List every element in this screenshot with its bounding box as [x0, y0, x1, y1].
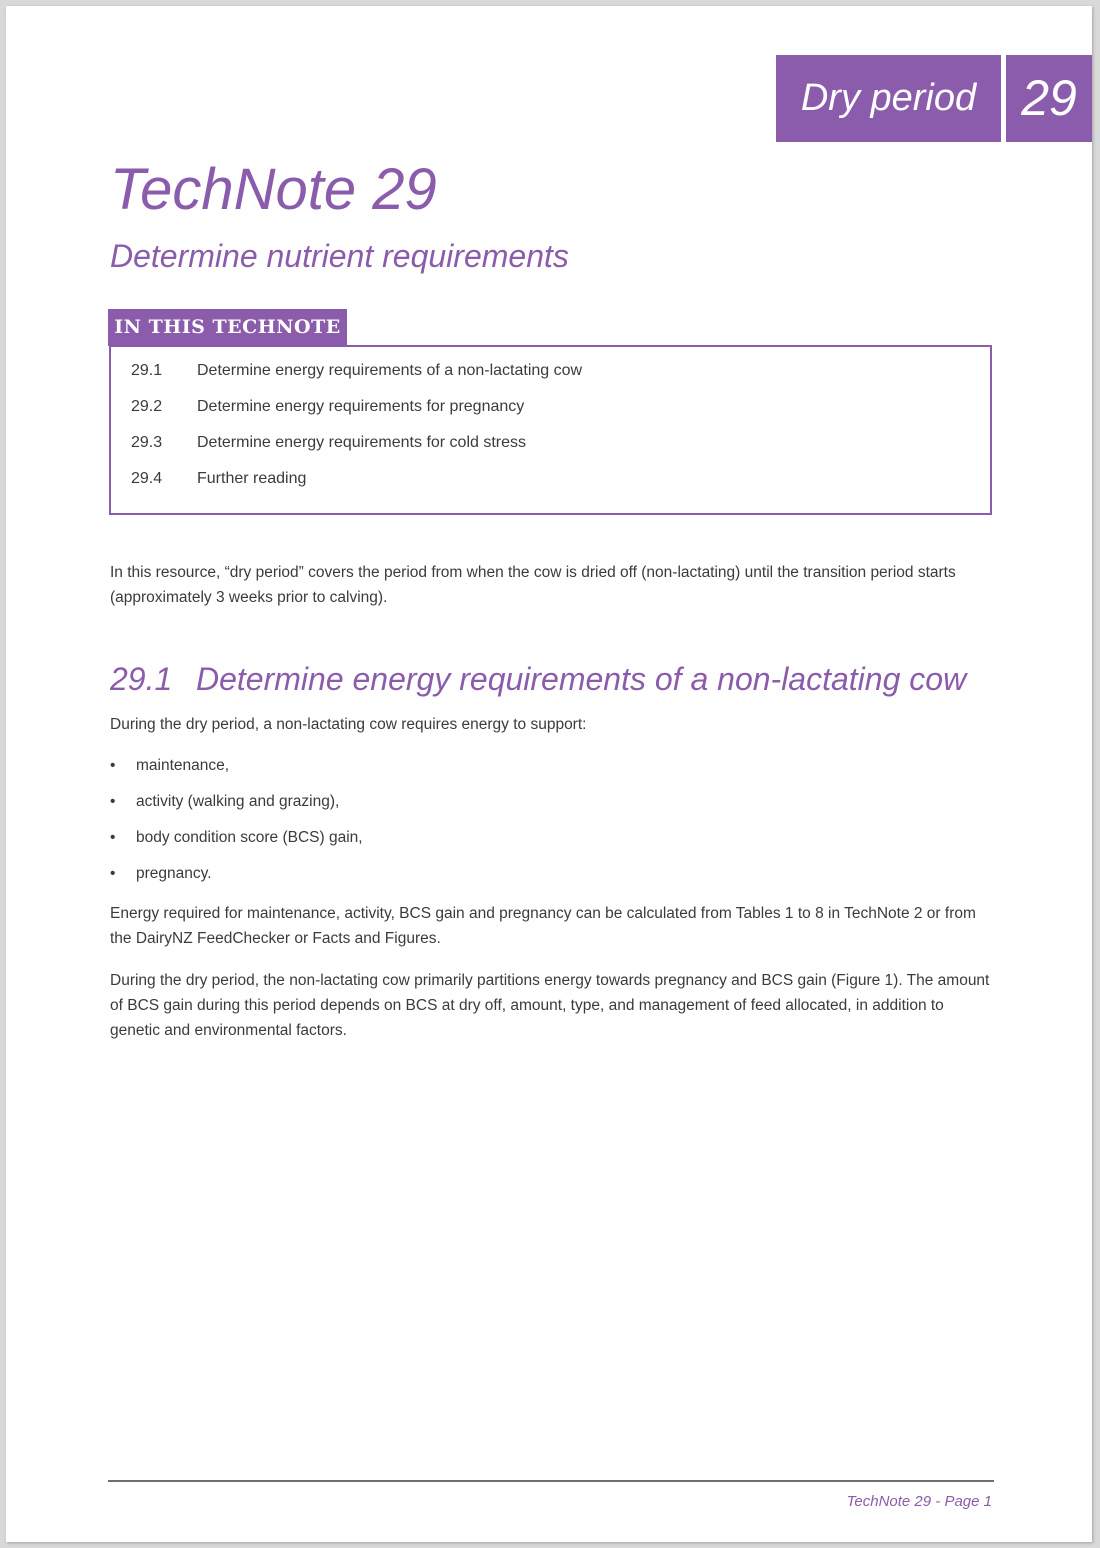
- toc-item[interactable]: [111, 434, 990, 470]
- section-heading-text: Determine energy requirements of a non-lactating cow: [196, 661, 967, 697]
- toc-list: [111, 347, 990, 506]
- bullet-list: [110, 757, 990, 901]
- toc-item-number: 29.3: [131, 434, 163, 451]
- page-title: TechNote 29: [110, 157, 437, 222]
- toc-item-label: Determine energy requirements for cold stress: [197, 434, 527, 451]
- page-subtitle: Determine nutrient requirements: [110, 238, 569, 274]
- toc-item-number: 29.4: [131, 470, 163, 487]
- toc-item[interactable]: [111, 398, 990, 434]
- list-item-text: activity (walking and grazing),: [136, 793, 340, 810]
- toc-item-label: Determine energy requirements for pregnancy: [197, 398, 525, 415]
- section-number-tab: 29: [1006, 55, 1092, 142]
- page-footer: TechNote 29 - Page 1: [846, 1493, 992, 1510]
- section-heading-number: 29.1: [110, 661, 173, 697]
- toc-item-number: 29.1: [131, 362, 163, 379]
- toc-item-label: Determine energy requirements of a non-lactating cow: [197, 362, 583, 379]
- section-heading: [110, 661, 966, 698]
- list-item-text: maintenance,: [136, 757, 230, 774]
- document-page: [6, 6, 1092, 1542]
- list-item: [110, 757, 990, 793]
- toc-item-number: 29.2: [131, 398, 163, 415]
- section-lead: During the dry period, a non-lactating cow requires energy to support:: [110, 716, 587, 733]
- toc-box: [109, 345, 992, 515]
- toc-item[interactable]: [111, 470, 990, 506]
- list-item-text: pregnancy.: [136, 865, 212, 882]
- list-item: [110, 829, 990, 865]
- bullet-icon: •: [110, 865, 116, 882]
- footer-divider: [108, 1480, 994, 1482]
- bullet-icon: •: [110, 793, 116, 810]
- list-item: [110, 793, 990, 829]
- list-item: [110, 865, 990, 901]
- intro-paragraph: In this resource, “dry period” covers the period from when the cow is dried off (non-lactating) until the transition period starts (approximately 3 weeks prior to calving).: [110, 564, 956, 606]
- paragraph-calculation: Energy required for maintenance, activity, BCS gain and pregnancy can be calculated from Tables 1 to 8 in TechNote 2 or from the DairyNZ FeedChecker or Facts and Figures.: [110, 905, 976, 947]
- bullet-icon: •: [110, 829, 116, 846]
- toc-item-label: Further reading: [197, 470, 307, 487]
- toc-heading: IN THIS TECHNOTE: [108, 309, 347, 346]
- list-item-text: body condition score (BCS) gain,: [136, 829, 363, 846]
- section-tab: Dry period: [776, 55, 1001, 142]
- paragraph-partition: During the dry period, the non-lactating cow primarily partitions energy towards pregnancy and BCS gain (Figure 1). The amount of BCS gain during this period depends on BCS at dry off, amount, type, and management of feed allocated, in addition to genetic and environmental factors.: [110, 972, 990, 1039]
- toc-item[interactable]: [111, 362, 990, 398]
- bullet-icon: •: [110, 757, 116, 774]
